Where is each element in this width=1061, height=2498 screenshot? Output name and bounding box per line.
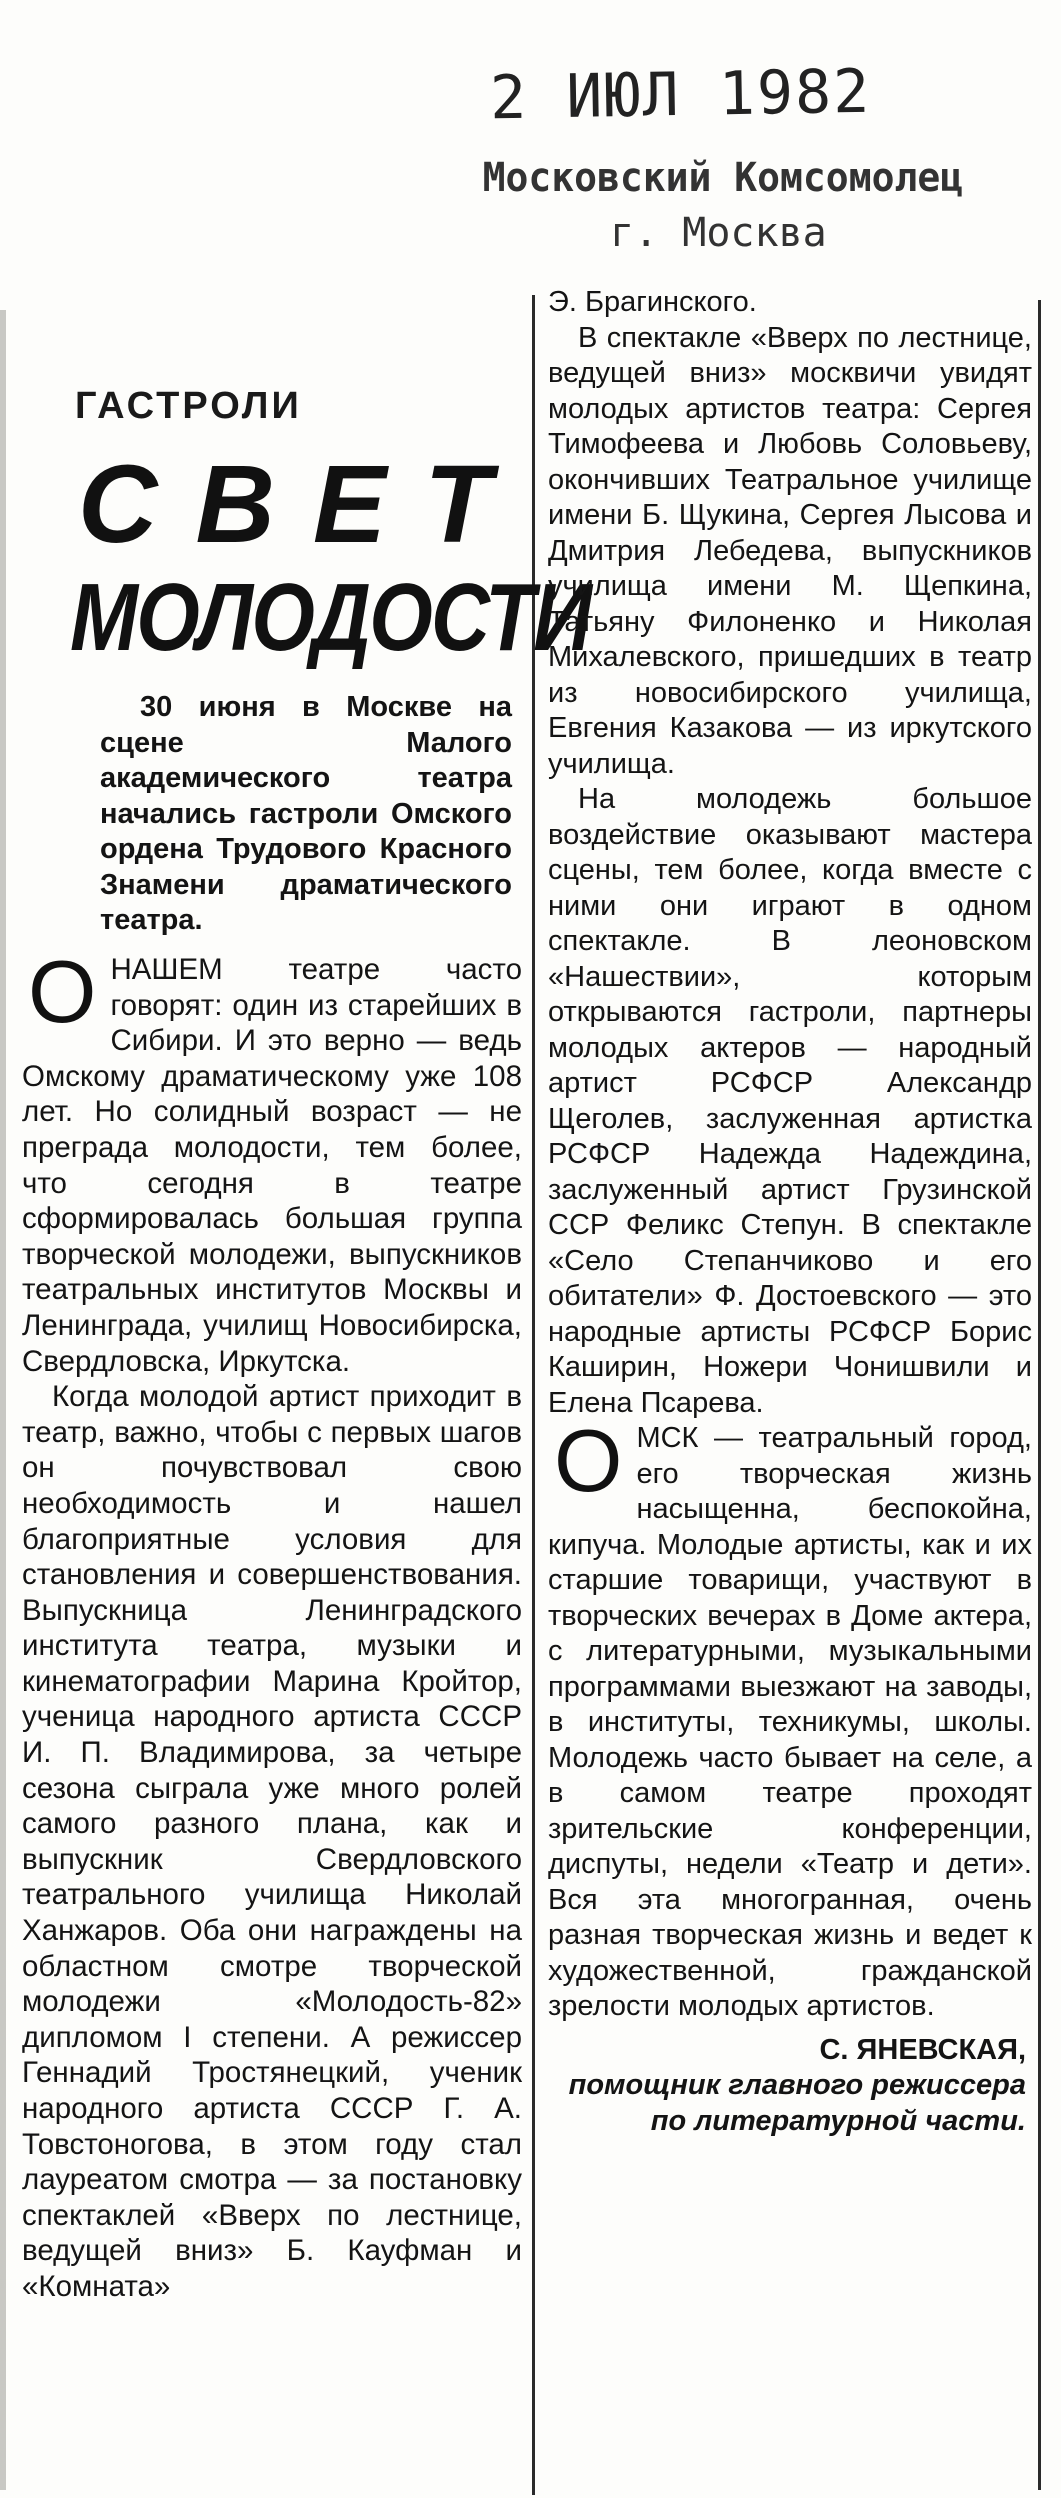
author-role: помощник главного режиссера по литературной части. — [568, 2069, 1026, 2137]
paragraph-5 — [548, 1411, 1032, 2025]
article-lead — [100, 690, 512, 939]
right-border-rule — [1038, 300, 1041, 2490]
headline-line-1: СВЕТ — [78, 443, 530, 566]
author-name: С. ЯНЕВСКАЯ, — [819, 2033, 1026, 2066]
left-column-body — [22, 942, 522, 2305]
right-column-body — [548, 285, 1032, 2139]
drop-cap: О — [28, 942, 97, 1041]
paragraph-4: На молодежь большое воздействие оказывают мастера сцены, тем более, когда вместе с ними они играют в одном спектакле. В леоновском «Нашествии», которым открываются гастроли, партнеры молодых актеров — народный артист РСФСР Александр Щеголев, заслуженная артистка РСФСР Надежда Надеждина, заслуженный артист Грузинской ССР Феликс Степун. В спектакле «Село Степанчиково и его обитатели» Ф. Достоевского — это народные артисты РСФСР Борис Каширин, Ножери Чонишвили и Елена Псарева. — [548, 783, 1032, 1419]
archive-stamp — [470, 56, 1030, 260]
clipping-left-edge — [0, 310, 6, 2490]
continuation-line: Э. Брагинского. — [548, 286, 757, 318]
section-rubric: ГАСТРОЛИ — [75, 385, 302, 427]
paragraph-2: Когда молодой артист приходит в театр, важно, чтобы с первых шагов он почувствовал свою необходимость и нашел благоприятные условия для становления и совершенствования. Выпускница Ленинградского института театра, музыки и кинематографии Марина Кройтор, ученица народного артиста СССР И. П. Владимирова, за четыре сезона сыграла уже много ролей самого разного плана, как и выпускник Свердловского театрального училища Николай Ханжаров. Оба они награждены на областном смотре творческой молодежи «Молодость-82» дипломом I степени. А режиссер Геннадий Тростянецкий, ученик народного артиста СССР Г. А. Товстоногова, в этом году стал лауреатом смотра — за постановку спектаклей «Вверх по лестнице, ведущей вниз» Б. Кауфман и «Комната» — [22, 1380, 522, 2303]
stamp-newspaper-name: Московский Комсомолец — [482, 155, 964, 201]
stamp-date: 2 ИЮЛ 1982 — [489, 56, 872, 134]
stamp-city: г. Москва — [610, 210, 827, 256]
author-signature — [548, 2033, 1032, 2140]
drop-cap: О — [554, 1411, 623, 1510]
headline-line-2: МОЛОДОСТИ — [70, 564, 591, 671]
paragraph-5-text: МСК — театральный город, его творческая жизнь насыщенна, беспокойна, кипуча. Молодые артисты, как и их старшие товарищи, участвуют в творческих вечерах в Доме актера, с литературными, музыкальными программами выезжают на заводы, в институты, техникумы, школы. Молодежь часто бывает на селе, а в самом театре проходят зрительские конференции, диспуты, недели «Театр и дети». Вся эта многогранная, очень разная творческая жизнь и ведет к художественной, гражданской зрелости молодых артистов. — [548, 1422, 1032, 2022]
lead-paragraph: 30 июня в Москве на сцене Малого академического театра начались гастроли Омского ордена Трудового Красного Знамени драматического театра. — [100, 691, 512, 936]
paragraph-1-text: НАШЕМ театре часто говорят: один из старейших в Сибири. И это верно — ведь Омскому драматическому уже 108 лет. Но солидный возраст — не преграда молодости, тем более, что сегодня в театре сформировалась большая группа творческой молодежи, выпускников театральных институтов Москвы и Ленинграда, училищ Новосибирска, Свердловска, Иркутска. — [22, 953, 522, 1378]
paragraph-3: В спектакле «Вверх по лестнице, ведущей вниз» москвичи увидят молодых артистов театра: Сергея Тимофеева и Любовь Соловьеву, окончивших Театральное училище имени Б. Щукина, Сергея Лысова и Дмитрия Лебедева, выпускников училища имени М. Щепкина, Татьяну Филоненко и Николая Михалевского, пришедших в театр из новосибирского училища, Евгения Казакова — из иркутского училища. — [548, 321, 1032, 780]
paragraph-1 — [22, 942, 522, 1379]
